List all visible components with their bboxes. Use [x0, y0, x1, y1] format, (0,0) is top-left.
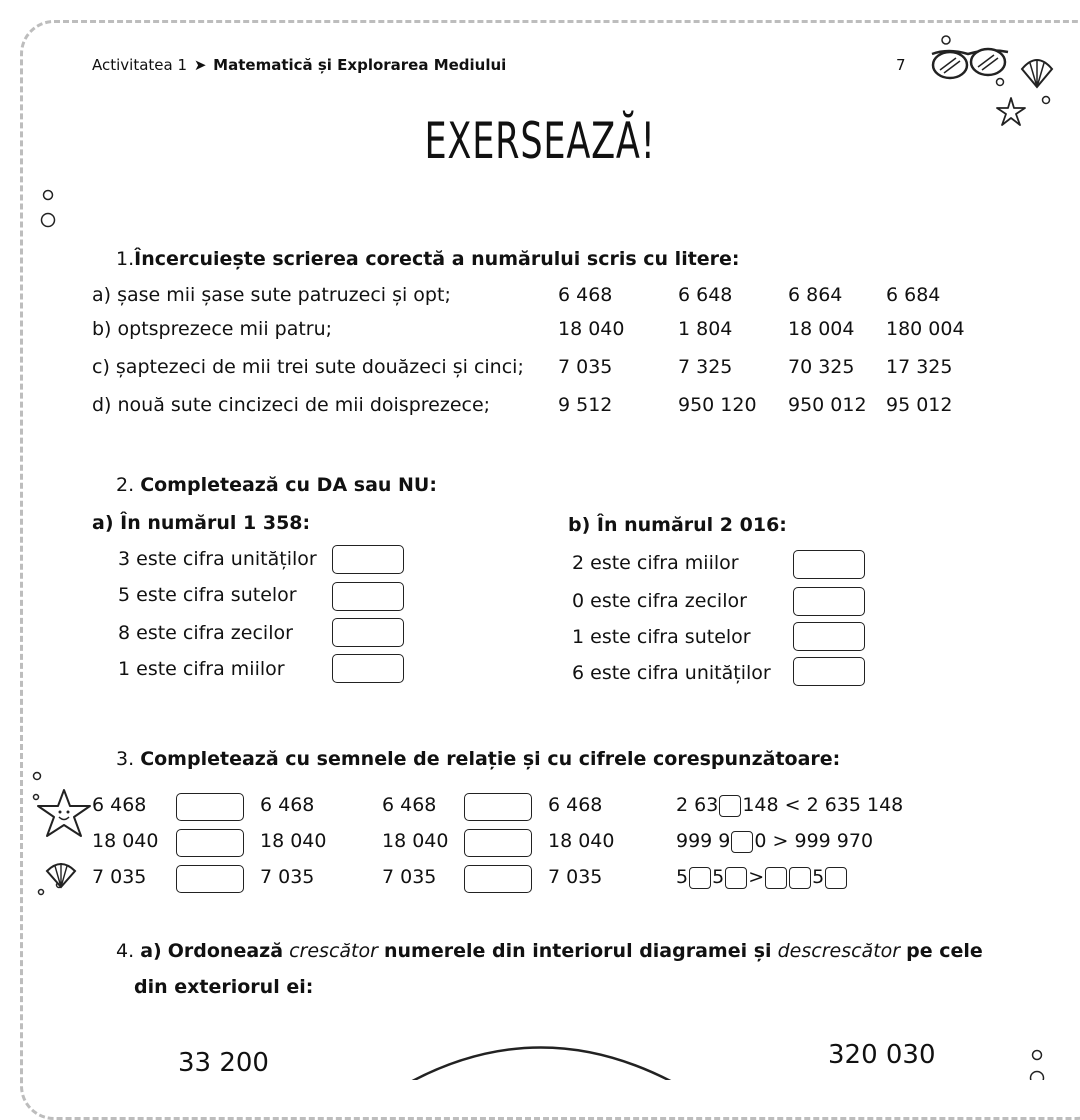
- ex2-a-item: 8 este cifra zecilor: [118, 622, 293, 644]
- diagram-outside-number: 320 030: [828, 1040, 936, 1070]
- ex1-row-label: d) nouă sute cincizeci de mii doisprezece;: [92, 394, 491, 416]
- ex1-row-label: b) optsprezece mii patru;: [92, 318, 333, 340]
- compare-left: 6 468: [92, 794, 147, 816]
- page-title: EXERSEAZĂ!: [424, 112, 656, 170]
- ex1-row-label: c) șaptezeci de mii trei sute douăzeci și cinci;: [92, 356, 524, 378]
- ex1-option[interactable]: 18 004: [788, 318, 855, 340]
- compare-right: 6 468: [548, 794, 603, 816]
- ex1-option[interactable]: 950 120: [678, 394, 757, 416]
- compare-right: 18 040: [548, 830, 615, 852]
- ex2-b-item: 0 este cifra zecilor: [572, 590, 747, 612]
- ex2-a-item: 1 este cifra miilor: [118, 658, 285, 680]
- ex1-option[interactable]: 950 012: [788, 394, 867, 416]
- compare-right: 6 468: [260, 794, 315, 816]
- ex1-option[interactable]: 6 684: [886, 284, 941, 306]
- compare-right: 18 040: [260, 830, 327, 852]
- ex2-b-item: 2 este cifra miilor: [572, 552, 739, 574]
- ex2-a-item: 5 este cifra sutelor: [118, 584, 297, 606]
- ex1-option[interactable]: 180 004: [886, 318, 965, 340]
- compare-left: 18 040: [92, 830, 159, 852]
- ex1-option[interactable]: 6 864: [788, 284, 843, 306]
- ex1-option[interactable]: 70 325: [788, 356, 855, 378]
- ex4-instruction-line2: din exteriorul ei:: [134, 976, 314, 998]
- ex1-option[interactable]: 17 325: [886, 356, 953, 378]
- ex1-row-label: a) șase mii șase sute patruzeci și opt;: [92, 284, 451, 306]
- compare-left: 18 040: [382, 830, 449, 852]
- digit-row: 999 9 0 > 999 970: [676, 830, 874, 852]
- ex1-option[interactable]: 95 012: [886, 394, 953, 416]
- diagram-outside-number: 33 200: [178, 1048, 269, 1078]
- compare-left: 7 035: [382, 866, 437, 888]
- ex1-option[interactable]: 7 325: [678, 356, 733, 378]
- ex2-b-item: 1 este cifra sutelor: [572, 626, 751, 648]
- ex2-a-item: 3 este cifra unităților: [118, 548, 317, 570]
- ex1-option[interactable]: 7 035: [558, 356, 613, 378]
- ex2-heading: 2. Completează cu DA sau NU:: [116, 474, 437, 496]
- ex1-option[interactable]: 6 468: [558, 284, 613, 306]
- compare-left: 7 035: [92, 866, 147, 888]
- compare-left: 6 468: [382, 794, 437, 816]
- ex1-option[interactable]: 9 512: [558, 394, 613, 416]
- ex2-b-item: 6 este cifra unităților: [572, 662, 771, 684]
- ex2-a-title: a) În numărul 1 358:: [92, 512, 311, 534]
- digit-row: 2 63 148 < 2 635 148: [676, 794, 904, 816]
- ex1-heading: 1.Încercuiește scrierea corectă a numărului scris cu litere:: [116, 248, 740, 270]
- compare-right: 7 035: [548, 866, 603, 888]
- compare-right: 7 035: [260, 866, 315, 888]
- page-number: 7: [896, 56, 906, 74]
- ex2-b-title: b) În numărul 2 016:: [568, 514, 787, 536]
- ex1-option[interactable]: 6 648: [678, 284, 733, 306]
- ex4-instruction-line1: 4. a) Ordonează crescător numerele din interiorul diagramei și descrescător pe cele: [116, 940, 983, 962]
- ex1-option[interactable]: 1 804: [678, 318, 733, 340]
- ex1-option[interactable]: 18 040: [558, 318, 625, 340]
- header-activity: Activitatea 1 ➤ Matematică și Explorarea Mediului: [92, 56, 507, 74]
- digit-row: 5 5 > 5: [676, 866, 848, 889]
- ex3-heading: 3. Completează cu semnele de relație și cu cifrele corespunzătoare:: [116, 748, 841, 770]
